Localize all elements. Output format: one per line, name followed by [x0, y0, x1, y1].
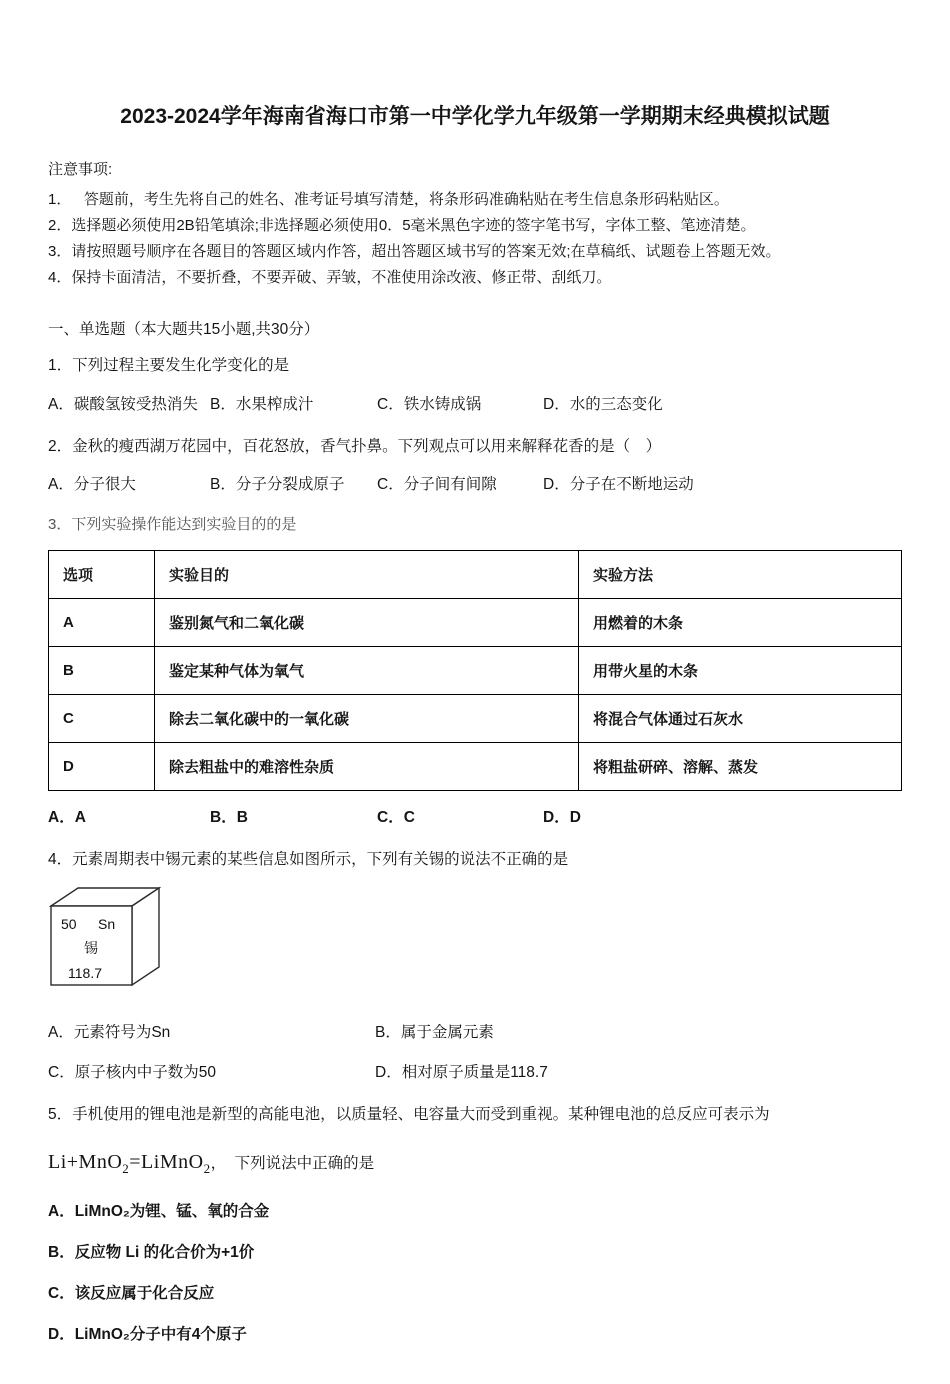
formula-part-2: =LiMnO [129, 1150, 204, 1173]
q5-option-d: D．LiMnO₂分子中有4个原子 [48, 1325, 247, 1343]
question-2-options [48, 472, 902, 494]
q1-option-b: B．水果榨成汁 [210, 395, 314, 413]
q3-answer-c: C．C [377, 808, 415, 826]
atomic-number: 50 [61, 916, 77, 933]
table-cell: 除去二氧化碳中的一氧化碳 [155, 694, 579, 742]
q4-option-a: A．元素符号为Sn [48, 1024, 171, 1042]
table-header-row [49, 550, 902, 598]
q3-answer-d: D．D [543, 808, 581, 826]
table-cell: 鉴别氮气和二氧化碳 [155, 598, 579, 646]
header-cell-purpose: 实验目的 [155, 550, 579, 598]
reaction-equation-line [48, 1151, 902, 1177]
table-cell: C [49, 694, 155, 742]
element-box-figure [48, 885, 902, 994]
q1-option-a: A．碳酸氢铵受热消失 [48, 395, 198, 413]
header-cell-option: 选项 [49, 550, 155, 598]
table-cell: 将混合气体通过石灰水 [579, 694, 902, 742]
q2-option-a: A．分子很大 [48, 476, 136, 494]
table-cell: B [49, 646, 155, 694]
notice-item-4: 4．保持卡面清洁，不要折叠，不要弄破、弄皱，不准使用涂改液、修正带、刮纸刀。 [48, 269, 612, 287]
table-row-d [49, 742, 902, 790]
element-name: 锡 [84, 940, 98, 957]
q1-option-c: C．铁水铸成锅 [377, 395, 482, 413]
tin-element-box [48, 885, 166, 989]
q4-option-d: D．相对原子质量是118.7 [375, 1064, 548, 1082]
table-cell: 鉴定某种气体为氧气 [155, 646, 579, 694]
q5-option-c: C．该反应属于化合反应 [48, 1284, 215, 1302]
question-4-options [48, 1020, 902, 1082]
notice-item-1: 1． 答题前，考生先将自己的姓名、准考证号填写清楚，将条形码准确粘贴在考生信息条形码粘贴区。 [48, 191, 729, 209]
box-side-face [132, 888, 159, 985]
table-cell: 将粗盐研碎、溶解、蒸发 [579, 742, 902, 790]
table-cell: 除去粗盐中的难溶性杂质 [155, 742, 579, 790]
formula-part-1: Li+MnO [48, 1150, 123, 1173]
q4-option-b: B．属于金属元素 [375, 1024, 494, 1042]
q2-option-c: C．分子间有间隙 [377, 476, 497, 494]
page-title: 2023-2024学年海南省海口市第一中学化学九年级第一学期期末经典模拟试题 [120, 105, 830, 128]
table-row-b [49, 646, 902, 694]
table-row-c [49, 694, 902, 742]
formula-suffix-text: ， 下列说法中正确的是 [210, 1154, 375, 1172]
q1-option-d: D．水的三态变化 [543, 395, 663, 413]
question-1-options [48, 392, 902, 414]
question-4-text: 4．元素周期表中锡元素的某些信息如图所示，下列有关锡的说法不正确的是 [48, 850, 569, 868]
table-cell: 用带火星的木条 [579, 646, 902, 694]
element-symbol: Sn [98, 916, 116, 933]
section-one-heading: 一、单选题（本大题共15小题,共30分） [48, 321, 320, 339]
table-cell: A [49, 598, 155, 646]
question-3-text: 3．下列实验操作能达到实验目的的是 [48, 516, 297, 534]
atomic-mass: 118.7 [68, 965, 102, 982]
formula-subscript-2: 2 [203, 1160, 211, 1176]
q5-option-a: A．LiMnO₂为锂、锰、氧的合金 [48, 1202, 270, 1220]
q3-answer-b: B．B [210, 808, 248, 826]
question-3-answer-options [48, 805, 902, 827]
table-row-a [49, 598, 902, 646]
formula-subscript-1: 2 [122, 1160, 130, 1176]
question-5-text: 5．手机使用的锂电池是新型的高能电池，以质量轻、电容量大而受到重视。某种锂电池的总反应可表示为 [48, 1106, 770, 1124]
question-2-text: 2．金秋的瘦西湖万花园中，百花怒放，香气扑鼻。下列观点可以用来解释花香的是（ ） [48, 437, 662, 455]
notice-section [48, 158, 902, 291]
experiment-table [48, 550, 902, 791]
table-cell: 用燃着的木条 [579, 598, 902, 646]
table-cell: D [49, 742, 155, 790]
q2-option-d: D．分子在不断地运动 [543, 476, 694, 494]
notice-item-3: 3．请按照题号顺序在各题目的答题区域内作答，超出答题区域书写的答案无效;在草稿纸、试题卷上答题无效。 [48, 243, 781, 261]
notice-heading: 注意事项: [48, 161, 113, 179]
reaction-equation [48, 1151, 211, 1177]
q5-option-b: B．反应物 Li 的化合价为+1价 [48, 1243, 255, 1261]
notice-item-2: 2．选择题必须使用2B铅笔填涂;非选择题必须使用0．5毫米黑色字迹的签字笔书写，字体工整、笔迹清楚。 [48, 217, 756, 235]
q4-option-c: C．原子核内中子数为50 [48, 1064, 216, 1082]
q2-option-b: B．分子分裂成原子 [210, 476, 345, 494]
header-cell-method: 实验方法 [579, 550, 902, 598]
q3-answer-a: A．A [48, 808, 86, 826]
question-1-text: 1．下列过程主要发生化学变化的是 [48, 357, 290, 375]
